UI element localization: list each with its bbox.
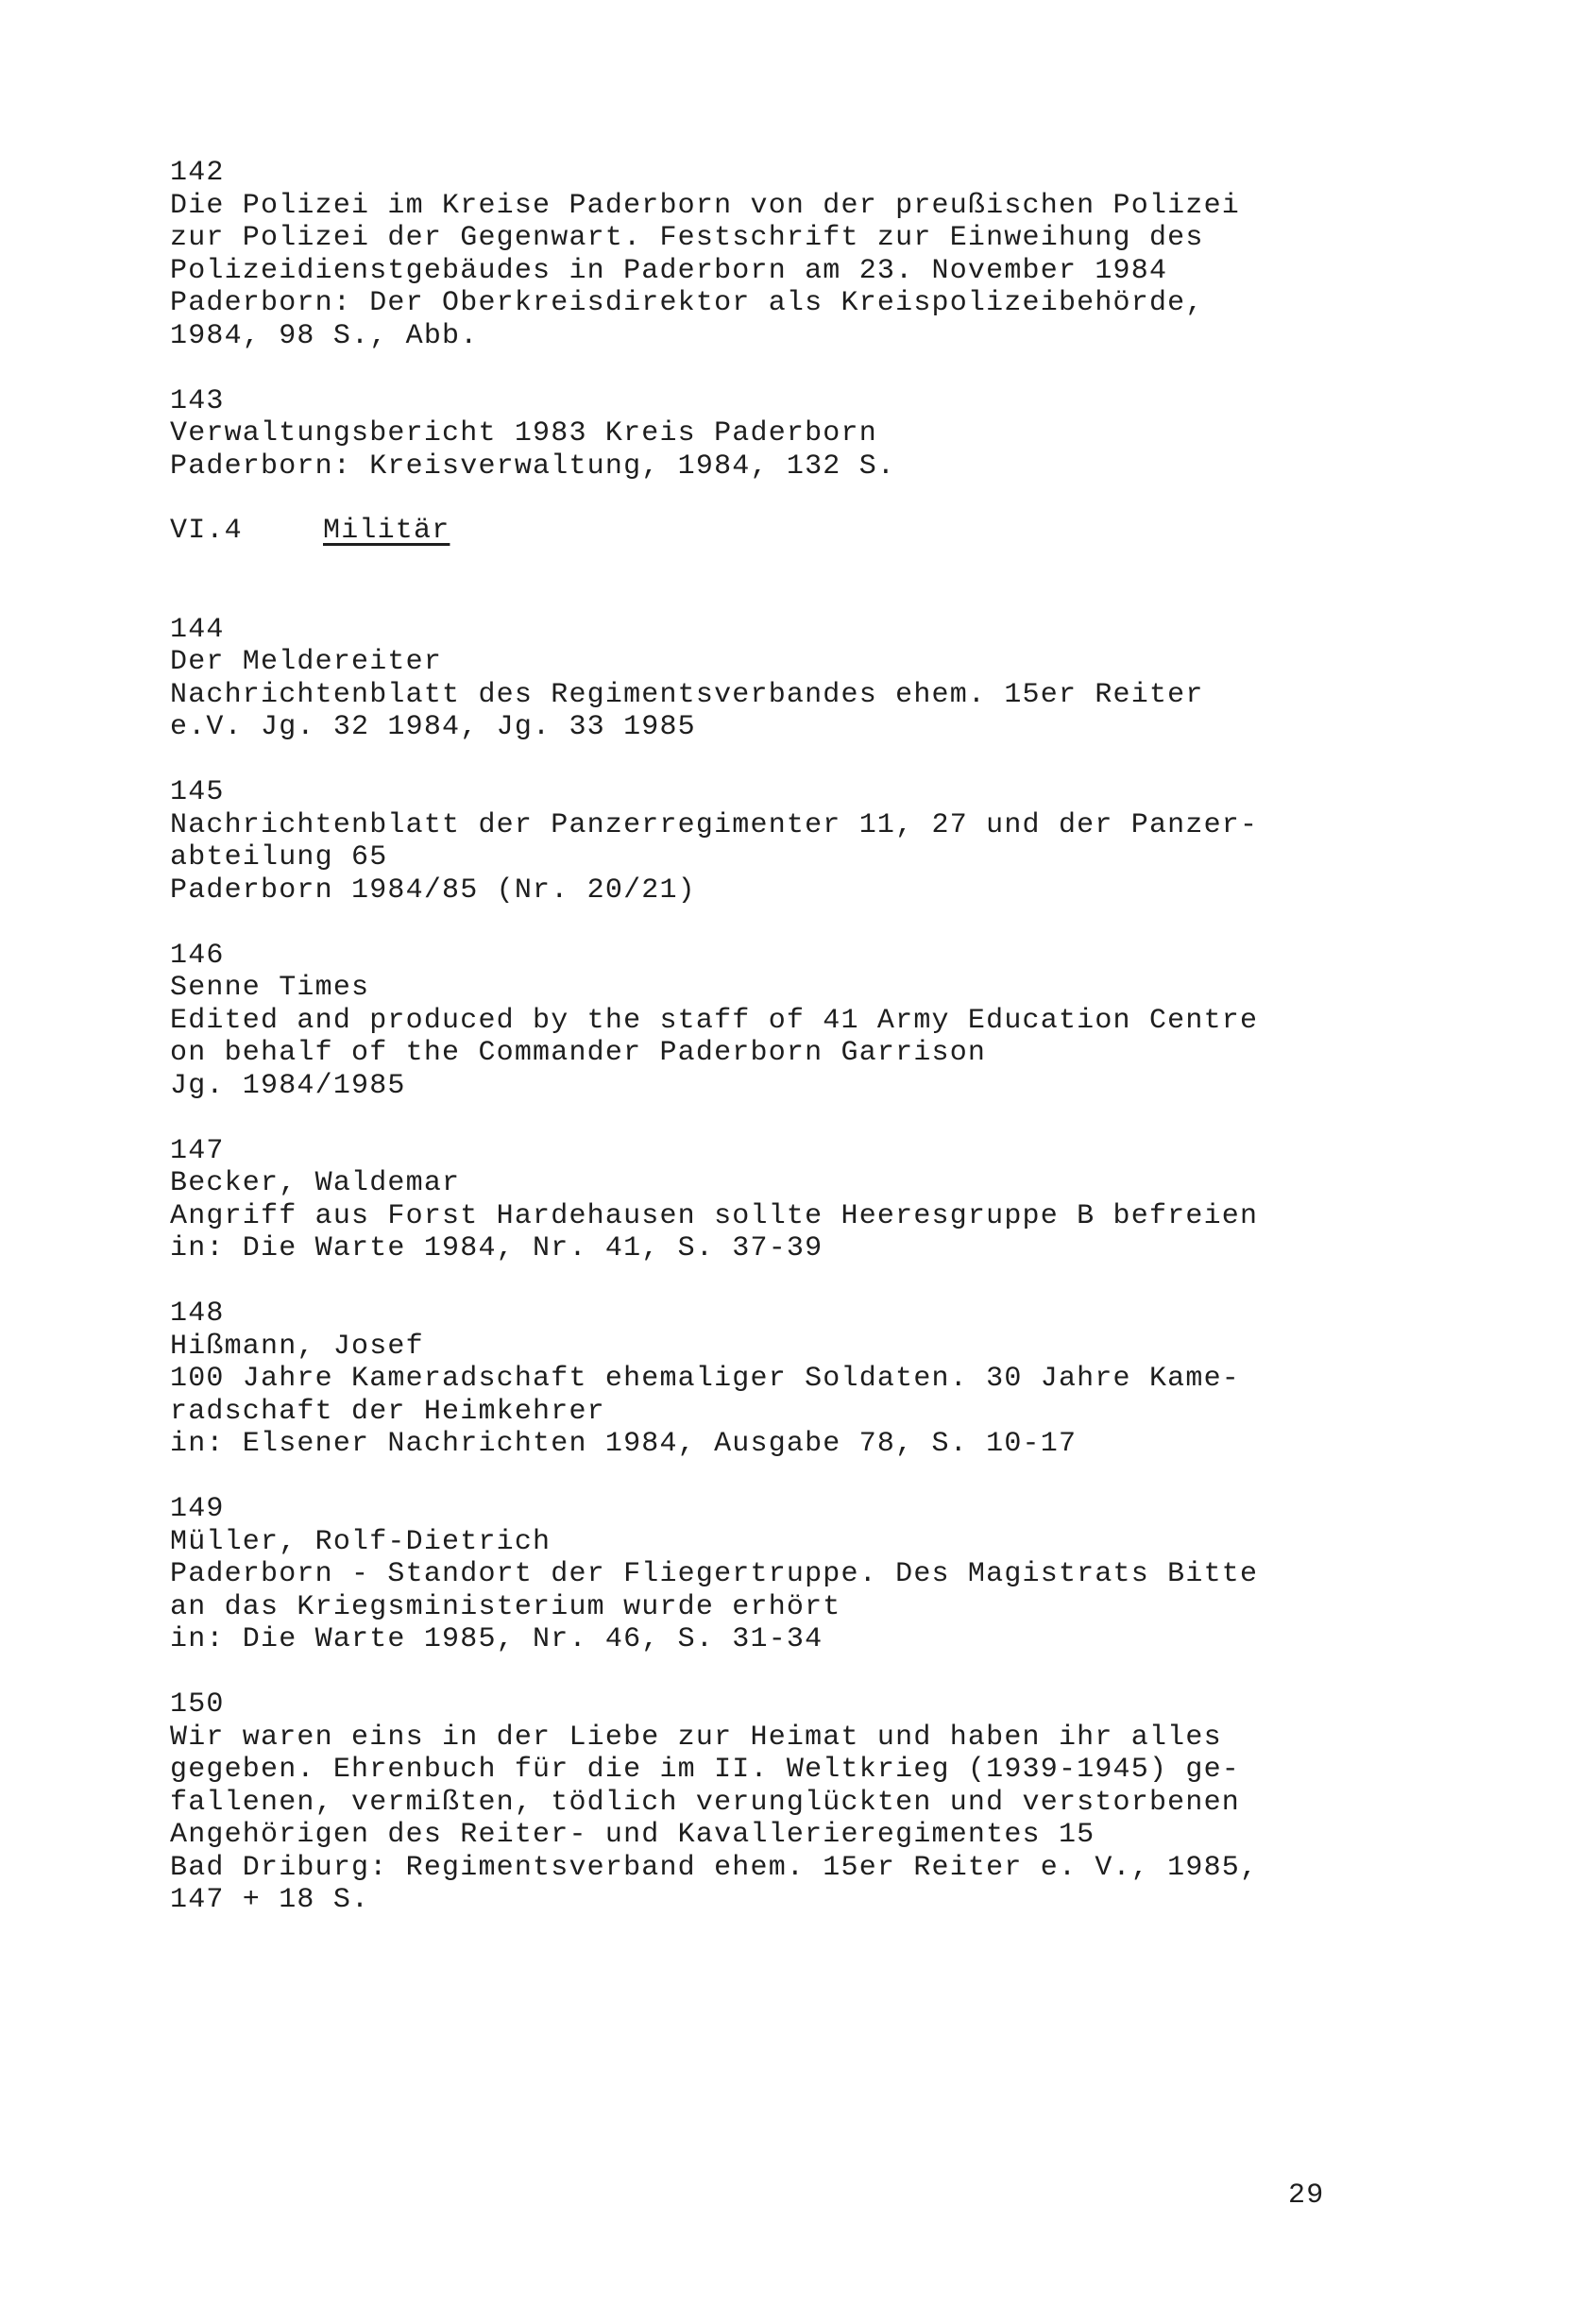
entry-line: Wir waren eins in der Liebe zur Heimat und haben ihr alles: [170, 1721, 1222, 1754]
entry-line: radschaft der Heimkehrer: [170, 1395, 605, 1428]
entry-line: 100 Jahre Kameradschaft ehemaliger Soldaten. 30 Jahre Kame-: [170, 1363, 1240, 1395]
entry-145: [170, 776, 1341, 907]
entry-line: Edited and produced by the staff of 41 Army Education Centre: [170, 1004, 1259, 1037]
entry-line: in: Elsener Nachrichten 1984, Ausgabe 78, S. 10-17: [170, 1428, 1078, 1460]
entry-number: 146: [170, 939, 225, 972]
entry-150: [170, 1688, 1341, 1917]
entry-line: in: Die Warte 1985, Nr. 46, S. 31-34: [170, 1623, 823, 1655]
entry-line: Paderborn 1984/85 (Nr. 20/21): [170, 874, 696, 907]
entry-144: [170, 614, 1341, 744]
entry-149: [170, 1493, 1341, 1656]
entry-line: Polizeidienstgebäudes in Paderborn am 23. November 1984: [170, 254, 1168, 287]
entry-number: 144: [170, 613, 225, 646]
entry-number: 150: [170, 1688, 225, 1721]
entry-line: Angehörigen des Reiter- und Kavallerieregimentes 15: [170, 1819, 1095, 1851]
section-title: Militär: [323, 515, 450, 547]
entry-line: in: Die Warte 1984, Nr. 41, S. 37-39: [170, 1232, 823, 1264]
entry-line: fallenen, vermißten, tödlich verunglückten und verstorbenen: [170, 1786, 1240, 1819]
entry-line: Bad Driburg: Regimentsverband ehem. 15er Reiter e. V., 1985,: [170, 1851, 1259, 1884]
entry-line: Die Polizei im Kreise Paderborn von der preußischen Polizei: [170, 189, 1240, 222]
entry-line: on behalf of the Commander Paderborn Garrison: [170, 1037, 987, 1069]
entry-line: abteilung 65: [170, 841, 388, 874]
entry-number: 145: [170, 776, 225, 808]
entry-line: Nachrichtenblatt der Panzerregimenter 11, 27 und der Panzer-: [170, 808, 1259, 841]
entry-148: [170, 1298, 1341, 1461]
entry-line: an das Kriegsministerium wurde erhört: [170, 1590, 841, 1623]
entry-line: Paderborn - Standort der Fliegertruppe. Des Magistrats Bitte: [170, 1558, 1259, 1590]
entry-line: Senne Times: [170, 972, 370, 1004]
page-number: 29: [1288, 2180, 1325, 2212]
entry-line: gegeben. Ehrenbuch für die im II. Weltkrieg (1939-1945) ge-: [170, 1754, 1240, 1786]
entry-number: 143: [170, 384, 225, 417]
entry-number: 148: [170, 1298, 225, 1330]
section-heading: [170, 515, 1341, 548]
entry-number: 147: [170, 1134, 225, 1167]
entry-line: Becker, Waldemar: [170, 1167, 461, 1199]
entry-line: Angriff aus Forst Hardehausen sollte Heeresgruppe B befreien: [170, 1199, 1259, 1232]
entry-line: Müller, Rolf-Dietrich: [170, 1525, 552, 1558]
entry-line: 1984, 98 S., Abb.: [170, 319, 479, 352]
entry-number: 149: [170, 1493, 225, 1525]
entry-147: [170, 1135, 1341, 1265]
entry-line: zur Polizei der Gegenwart. Festschrift zur Einweihung des: [170, 222, 1204, 254]
entry-line: Jg. 1984/1985: [170, 1069, 406, 1102]
entry-line: Verwaltungsbericht 1983 Kreis Paderborn: [170, 417, 877, 450]
entry-143: [170, 385, 1341, 483]
entry-line: e.V. Jg. 32 1984, Jg. 33 1985: [170, 711, 696, 743]
entry-146: [170, 940, 1341, 1103]
entry-line: Paderborn: Kreisverwaltung, 1984, 132 S.: [170, 450, 896, 483]
entry-line: Hißmann, Josef: [170, 1330, 424, 1363]
entry-line: 147 + 18 S.: [170, 1884, 370, 1916]
document-body: [170, 157, 1341, 1917]
entry-number: 142: [170, 157, 225, 189]
section-number: VI.4: [170, 515, 243, 547]
entry-line: Der Meldereiter: [170, 646, 443, 678]
entry-142: [170, 157, 1341, 352]
entry-line: Nachrichtenblatt des Regimentsverbandes ehem. 15er Reiter: [170, 678, 1204, 711]
entry-line: Paderborn: Der Oberkreisdirektor als Kreispolizeibehörde,: [170, 287, 1204, 319]
